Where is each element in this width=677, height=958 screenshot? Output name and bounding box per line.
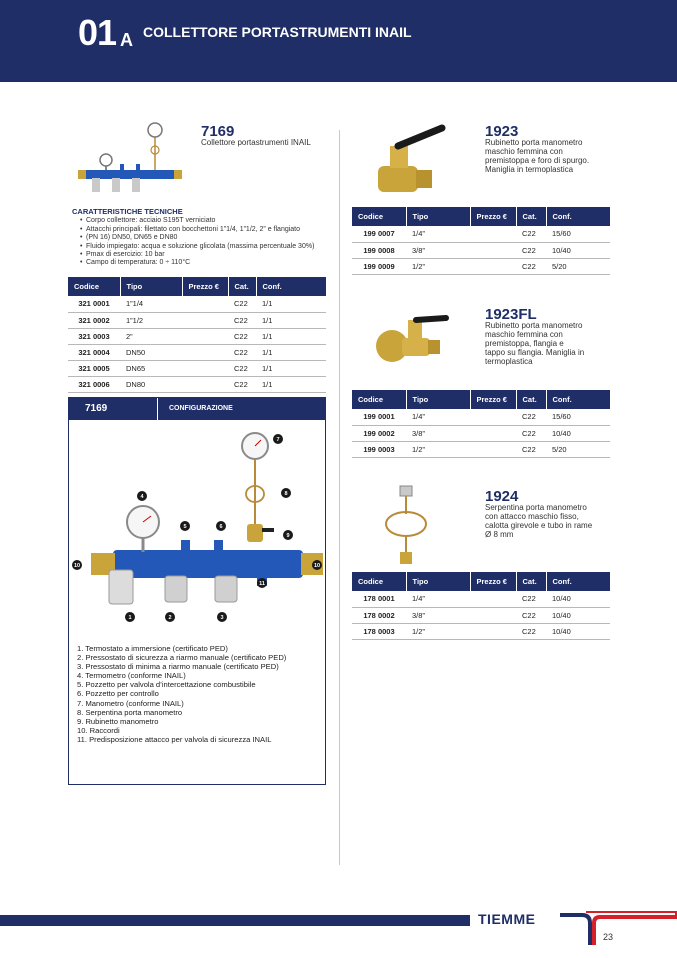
cell-prezzo: [470, 226, 516, 242]
table-row: [68, 376, 326, 392]
feature-item: • Corpo collettore: acciaio S195T verniciato: [80, 217, 334, 225]
cell-cat: C22: [228, 328, 256, 344]
cell-prezzo: [470, 623, 516, 639]
desc-line: maschio femmina con: [485, 330, 563, 339]
cell-tipo: 1”1/4: [120, 296, 182, 312]
col-tipo: Tipo: [406, 572, 470, 591]
cell-cat: C22: [516, 242, 546, 258]
callout-label: 10: [313, 563, 321, 569]
desc-line: maschio femmina con: [485, 147, 563, 156]
cell-code: 321 0001: [68, 296, 120, 312]
cell-code: 321 0005: [68, 360, 120, 376]
cell-code: 199 0003: [352, 441, 406, 457]
col-tipo: Tipo: [406, 390, 470, 409]
cell-prezzo: [182, 376, 228, 392]
table-row: [352, 409, 610, 425]
features-title: CARATTERISTICHE TECNICHE: [72, 207, 183, 216]
table-1923fl: [352, 390, 610, 458]
cell-code: 178 0001: [352, 591, 406, 607]
cell-cat: C22: [516, 226, 546, 242]
cell-prezzo: [182, 344, 228, 360]
callout-label: 3: [220, 615, 224, 621]
cell-code: 321 0004: [68, 344, 120, 360]
cell-prezzo: [470, 441, 516, 457]
cell-conf: 1/1: [256, 296, 326, 312]
table-1924: [352, 572, 610, 640]
table-row: [68, 312, 326, 328]
feature-item-continued: • (PN 16) DN50, DN65 e DN80: [80, 234, 334, 242]
product-desc-1923: [485, 138, 589, 174]
page-number: 23: [603, 932, 614, 942]
cell-tipo: 3/8”: [406, 425, 470, 441]
callout-label: 6: [219, 524, 223, 530]
page-header: [0, 0, 677, 82]
product-image-1923fl: [372, 306, 452, 368]
legend-item: 8. Serpentina porta manometro: [77, 707, 183, 717]
cell-conf: 1/1: [256, 344, 326, 360]
product-code-1923: 1923: [485, 123, 519, 140]
table-1923: [352, 207, 610, 275]
cell-conf: 1/1: [256, 360, 326, 376]
table-row: [352, 425, 610, 441]
callout-label: 9: [286, 533, 290, 539]
legend-item: 6. Pozzetto per controllo: [77, 689, 159, 699]
chapter-number: 01: [78, 12, 117, 53]
col-tipo: Tipo: [406, 207, 470, 226]
table-row: [352, 242, 610, 258]
callout-label: 4: [140, 494, 144, 500]
feature-item: • Pmax di esercizio: 10 bar: [80, 251, 334, 259]
cell-cat: C22: [228, 296, 256, 312]
cell-code: 199 0002: [352, 425, 406, 441]
cell-code: 321 0006: [68, 376, 120, 392]
col-codice: Codice: [352, 207, 406, 226]
manifold-body: [113, 550, 303, 578]
legend-item: 10. Raccordi: [77, 725, 120, 735]
configuration-label: CONFIGURAZIONE: [169, 405, 233, 412]
table-row: [352, 623, 610, 639]
col-prezzo: Prezzo €: [470, 390, 516, 409]
pocket-5: [181, 540, 190, 552]
pocket-6: [214, 540, 223, 552]
cell-tipo: 3/8”: [406, 607, 470, 623]
cell-conf: 1/1: [256, 328, 326, 344]
table-7169: [68, 277, 326, 393]
cell-conf: 5/20: [546, 441, 610, 457]
configuration-panel: [68, 397, 326, 785]
callout-label: 5: [183, 524, 187, 530]
cell-conf: 15/60: [546, 226, 610, 242]
configuration-header: [69, 398, 325, 420]
col-prezzo: Prezzo €: [470, 207, 516, 226]
desc-line: premistoppa e foro di spurgo.: [485, 156, 590, 165]
table-row: [352, 591, 610, 607]
col-codice: Codice: [352, 390, 406, 409]
desc-line: Maniglia in termoplastica: [485, 165, 574, 174]
cell-prezzo: [182, 296, 228, 312]
feature-item: • Fluido impiegato: acqua e soluzione glicolata (massima percentuale 30%): [80, 243, 334, 251]
column-divider: [339, 130, 340, 865]
cell-tipo: 1”1/2: [120, 312, 182, 328]
cell-prezzo: [470, 607, 516, 623]
cell-cat: C22: [516, 425, 546, 441]
col-conf: Conf.: [256, 277, 326, 296]
cell-tipo: 1/2”: [406, 623, 470, 639]
cell-tipo: DN50: [120, 344, 182, 360]
cell-cat: C22: [228, 312, 256, 328]
desc-line: Rubinetto porta manometro: [485, 138, 583, 147]
brand-logo: TIEMME: [478, 911, 536, 927]
legend-item: 7. Manometro (conforme INAIL): [77, 698, 184, 708]
brand-mark-icon: [560, 911, 677, 947]
cell-conf: 1/1: [256, 376, 326, 392]
cell-tipo: 2”: [120, 328, 182, 344]
cell-code: 178 0003: [352, 623, 406, 639]
cell-conf: 15/60: [546, 409, 610, 425]
configuration-code: 7169: [85, 403, 108, 414]
cell-cat: C22: [516, 258, 546, 274]
desc-line: premistoppa, flangia e: [485, 339, 564, 348]
table-row: [352, 607, 610, 623]
legend-item: 2. Pressostato di sicurezza a riarmo manuale (certificato PED): [77, 653, 287, 663]
technical-features: [72, 208, 334, 268]
col-conf: Conf.: [546, 572, 610, 591]
legend-item: 3. Pressostato di minima a riarmo manuale (certificato PED): [77, 662, 279, 672]
table-row: [68, 296, 326, 312]
col-codice: Codice: [352, 572, 406, 591]
product-code-7169: 7169: [201, 123, 235, 140]
cell-conf: 10/40: [546, 607, 610, 623]
footer-bar: [0, 915, 470, 926]
product-code-1924: 1924: [485, 488, 519, 505]
desc-line: Ø 8 mm: [485, 530, 514, 539]
header-separator: [157, 398, 158, 420]
pressure-switch-2: [165, 576, 187, 602]
cell-conf: 10/40: [546, 425, 610, 441]
product-image-1923: [372, 122, 452, 198]
cell-tipo: 1/4”: [406, 226, 470, 242]
legend-item: 4. Termometro (conforme INAIL): [77, 671, 186, 681]
callout-label: 2: [168, 615, 172, 621]
cell-prezzo: [182, 312, 228, 328]
table-row: [352, 441, 610, 457]
col-cat: Cat.: [228, 277, 256, 296]
col-cat: Cat.: [516, 390, 546, 409]
col-tipo: Tipo: [120, 277, 182, 296]
cell-code: 199 0009: [352, 258, 406, 274]
cell-cat: C22: [516, 409, 546, 425]
cell-conf: 5/20: [546, 258, 610, 274]
desc-line: calotta girevole e tubo in rame: [485, 521, 593, 530]
cell-conf: 10/40: [546, 623, 610, 639]
callout-label: 10: [73, 563, 81, 569]
cell-prezzo: [470, 242, 516, 258]
desc-line: termoplastica: [485, 357, 533, 366]
desc-line: tappo su flangia. Maniglia in: [485, 348, 585, 357]
legend-item: 1. Termostato a immersione (certificato PED): [77, 644, 228, 653]
cell-code: 199 0001: [352, 409, 406, 425]
cell-code: 321 0003: [68, 328, 120, 344]
table-row: [68, 360, 326, 376]
col-conf: Conf.: [546, 390, 610, 409]
thermostat-1: [109, 570, 133, 604]
cell-code: 178 0002: [352, 607, 406, 623]
legend-item: 9. Rubinetto manometro: [77, 716, 159, 726]
product-desc-1923fl: [485, 321, 584, 366]
callout-label: 11: [259, 581, 265, 587]
legend-item: 11. Predisposizione attacco per valvola di sicurezza INAIL: [77, 734, 272, 744]
cell-code: 199 0008: [352, 242, 406, 258]
cell-code: 199 0007: [352, 226, 406, 242]
desc-line: Rubinetto porta manometro: [485, 321, 583, 330]
callout-label: 7: [276, 437, 280, 443]
cell-conf: 10/40: [546, 242, 610, 258]
cell-tipo: DN65: [120, 360, 182, 376]
chapter-suffix: A: [120, 30, 133, 50]
col-prezzo: Prezzo €: [182, 277, 228, 296]
cell-prezzo: [470, 591, 516, 607]
cell-cat: C22: [516, 607, 546, 623]
table-row: [68, 328, 326, 344]
desc-line: Serpentina porta manometro: [485, 503, 587, 512]
product-desc-1924: [485, 503, 592, 539]
col-cat: Cat.: [516, 572, 546, 591]
col-codice: Codice: [68, 277, 120, 296]
feature-item: • Campo di temperatura: 0 ÷ 110°C: [80, 259, 334, 267]
col-conf: Conf.: [546, 207, 610, 226]
callout-label: 8: [284, 491, 288, 497]
product-desc-7169: Collettore portastrumenti INAIL: [201, 138, 311, 147]
cell-tipo: 1/2”: [406, 258, 470, 274]
cell-prezzo: [182, 360, 228, 376]
cell-conf: 10/40: [546, 591, 610, 607]
callout-label: 1: [128, 615, 132, 621]
desc-line: con attacco maschio fisso,: [485, 512, 579, 521]
cell-cat: C22: [228, 344, 256, 360]
product-code-1923fl: 1923FL: [485, 306, 537, 323]
cell-tipo: 1/4”: [406, 591, 470, 607]
cell-cat: C22: [228, 376, 256, 392]
cell-code: 321 0002: [68, 312, 120, 328]
configuration-diagram: [69, 420, 325, 642]
col-cat: Cat.: [516, 207, 546, 226]
cell-prezzo: [470, 409, 516, 425]
pressure-switch-3: [215, 576, 237, 602]
cell-tipo: 3/8”: [406, 242, 470, 258]
table-row: [68, 344, 326, 360]
feature-item: • Attacchi principali: filettato con bocchettoni 1”1/4, 1”1/2, 2” e flangiato: [80, 226, 334, 234]
cell-prezzo: [470, 258, 516, 274]
valve-9: [247, 524, 263, 542]
legend-item: 5. Pozzetto per valvola d’intercettazione combustibile: [77, 680, 256, 690]
configuration-legend: [77, 644, 286, 744]
cell-prezzo: [182, 328, 228, 344]
cell-tipo: DN80: [120, 376, 182, 392]
table-row: [352, 258, 610, 274]
cell-cat: C22: [228, 360, 256, 376]
cell-cat: C22: [516, 623, 546, 639]
table-row: [352, 226, 610, 242]
cell-prezzo: [470, 425, 516, 441]
cell-tipo: 1/4”: [406, 409, 470, 425]
cell-cat: C22: [516, 441, 546, 457]
product-image-7169: [78, 118, 182, 196]
product-image-1924: [382, 484, 432, 568]
col-prezzo: Prezzo €: [470, 572, 516, 591]
page-title: COLLETTORE PORTASTRUMENTI INAIL: [143, 24, 412, 40]
cell-conf: 1/1: [256, 312, 326, 328]
cell-cat: C22: [516, 591, 546, 607]
cell-tipo: 1/2”: [406, 441, 470, 457]
